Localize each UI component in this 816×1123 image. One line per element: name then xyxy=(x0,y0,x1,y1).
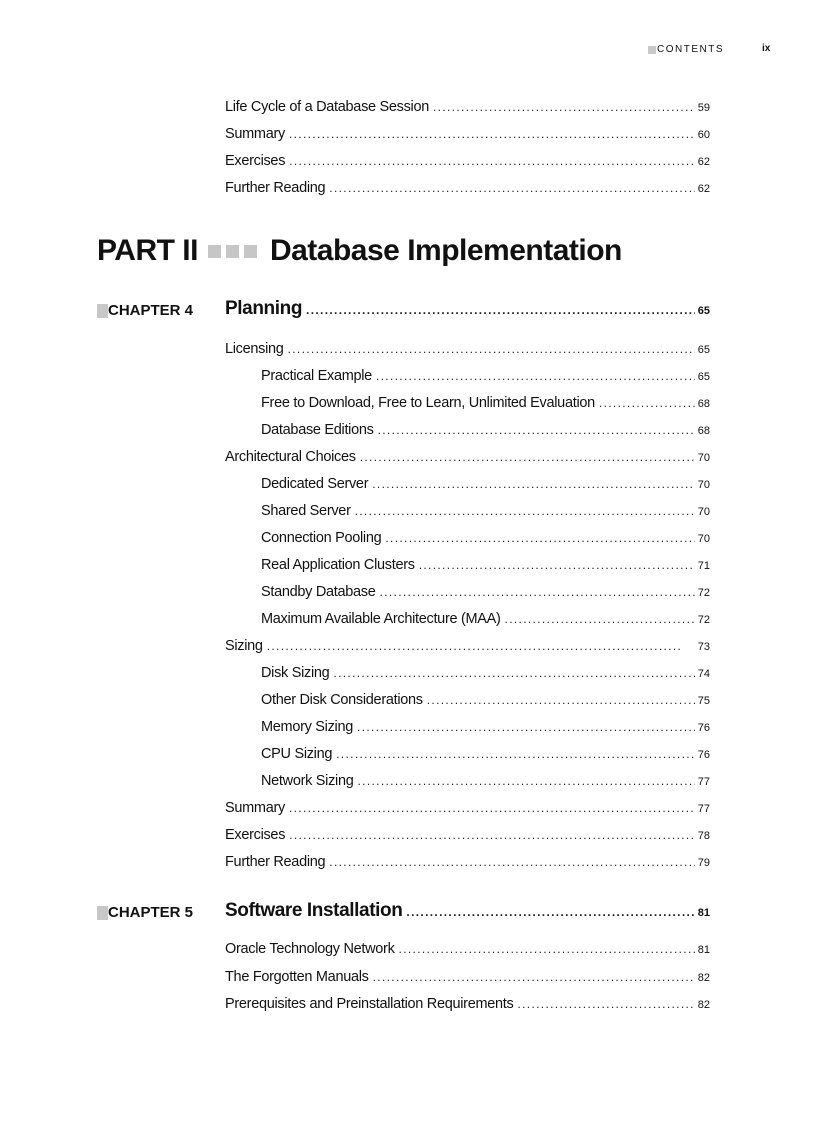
toc-entry-title: Oracle Technology Network xyxy=(225,941,395,957)
chapter-label-text: CHAPTER 5 xyxy=(108,904,194,921)
header-page-number: ix xyxy=(762,43,771,54)
toc-entry-title: Real Application Clusters xyxy=(261,557,415,573)
toc-entry[interactable] xyxy=(261,584,710,604)
dot-leader xyxy=(358,774,695,788)
dot-leader xyxy=(373,970,695,984)
toc-entry-title: Shared Server xyxy=(261,503,351,519)
dot-leader xyxy=(329,855,694,869)
toc-entry-page: 70 xyxy=(697,479,710,491)
toc-entry-title: Database Editions xyxy=(261,422,374,438)
toc-entry[interactable] xyxy=(225,638,710,658)
toc-entry[interactable] xyxy=(261,692,710,712)
dot-leader xyxy=(372,477,695,491)
toc-entry-title: Summary xyxy=(225,126,285,142)
toc-entry[interactable] xyxy=(225,969,710,989)
toc-entry-title: Sizing xyxy=(225,638,263,654)
chapter-label xyxy=(97,302,193,319)
toc-entry[interactable] xyxy=(261,476,710,496)
dot-leader xyxy=(357,720,695,734)
toc-entry-title: Memory Sizing xyxy=(261,719,353,735)
toc-entry-page: 72 xyxy=(697,587,710,599)
dot-leader xyxy=(406,905,694,919)
dot-leader xyxy=(306,303,695,317)
dot-leader xyxy=(517,997,694,1011)
toc-entry[interactable] xyxy=(261,665,710,685)
toc-entry[interactable] xyxy=(225,941,710,961)
toc-entry-page: 76 xyxy=(697,749,710,761)
toc-entry-title: Licensing xyxy=(225,341,284,357)
dot-leader xyxy=(399,942,695,956)
toc-entry-title: Exercises xyxy=(225,153,286,169)
toc-entry[interactable] xyxy=(261,719,710,739)
header-square-icon xyxy=(648,46,656,54)
toc-entry[interactable] xyxy=(261,746,710,766)
dot-leader xyxy=(289,154,695,168)
toc-entry[interactable] xyxy=(225,341,710,361)
dot-leader xyxy=(288,342,695,356)
chapter-square-icon xyxy=(97,906,108,920)
toc-entry-page: 79 xyxy=(697,857,710,869)
toc-entry-title: Disk Sizing xyxy=(261,665,330,681)
toc-entry[interactable] xyxy=(261,773,710,793)
dot-leader xyxy=(599,396,695,410)
header-section-label: CONTENTS xyxy=(657,44,724,55)
toc-entry[interactable] xyxy=(225,180,710,200)
dot-leader xyxy=(289,801,695,815)
toc-entry-page: 77 xyxy=(697,803,710,815)
toc-entry-page: 73 xyxy=(697,641,710,653)
toc-entry-page: 70 xyxy=(697,452,710,464)
dot-leader xyxy=(289,127,695,141)
chapter-entry[interactable] xyxy=(225,900,710,926)
toc-entry-page: 71 xyxy=(697,560,710,572)
dot-leader xyxy=(385,531,694,545)
chapter-title: Planning xyxy=(225,298,303,319)
toc-entry-page: 82 xyxy=(697,971,710,984)
toc-entry[interactable] xyxy=(261,611,710,631)
part-ornament-icon xyxy=(208,245,262,258)
part-title: Database Implementation xyxy=(269,234,622,267)
toc-entry-page: 77 xyxy=(697,776,710,788)
toc-entry-title: Exercises xyxy=(225,827,286,843)
toc-entry[interactable] xyxy=(261,557,710,577)
chapter-title: Software Installation xyxy=(225,900,403,921)
toc-entry-title: Architectural Choices xyxy=(225,449,356,465)
part-label: PART II xyxy=(97,234,198,267)
dot-leader xyxy=(380,585,695,599)
dot-leader xyxy=(505,612,695,626)
chapter-page: 81 xyxy=(697,907,710,919)
dot-leader xyxy=(355,504,695,518)
toc-entry-page: 68 xyxy=(697,425,710,437)
toc-entry-page: 62 xyxy=(697,156,710,168)
dot-leader xyxy=(336,747,695,761)
toc-entry[interactable] xyxy=(261,422,710,442)
toc-entry-page: 59 xyxy=(697,102,710,114)
toc-entry-page: 60 xyxy=(697,129,710,141)
toc-entry-title: Dedicated Server xyxy=(261,476,369,492)
toc-entry[interactable] xyxy=(225,449,710,469)
running-header xyxy=(648,44,724,55)
toc-entry-page: 75 xyxy=(697,695,710,707)
toc-entry-page: 70 xyxy=(697,506,710,518)
dot-leader xyxy=(289,828,695,842)
toc-entry[interactable] xyxy=(225,153,710,173)
toc-entry-title: Further Reading xyxy=(225,854,326,870)
toc-entry-title: Prerequisites and Preinstallation Requirements xyxy=(225,996,514,1012)
toc-entry-page: 82 xyxy=(697,999,710,1011)
chapter-label-text: CHAPTER 4 xyxy=(108,302,194,319)
toc-entry-title: Summary xyxy=(225,800,285,816)
dot-leader xyxy=(378,423,695,437)
toc-entry-page: 70 xyxy=(697,533,710,545)
dot-leader xyxy=(333,666,694,680)
toc-entry-title: The Forgotten Manuals xyxy=(225,968,369,985)
toc-entry[interactable] xyxy=(225,99,710,119)
toc-entry-title: Practical Example xyxy=(261,368,372,384)
part-heading xyxy=(97,234,622,268)
toc-entry[interactable] xyxy=(261,503,710,523)
toc-entry[interactable] xyxy=(261,395,710,415)
toc-entry-page: 81 xyxy=(697,944,710,956)
toc-entry-page: 65 xyxy=(697,344,710,356)
toc-entry-title: Life Cycle of a Database Session xyxy=(225,99,429,115)
toc-entry-page: 78 xyxy=(697,830,710,842)
toc-entry-title: Connection Pooling xyxy=(261,530,382,546)
dot-leader xyxy=(329,181,694,195)
toc-entry[interactable] xyxy=(225,800,710,820)
toc-entry-title: CPU Sizing xyxy=(261,746,333,762)
chapter-entry[interactable] xyxy=(225,298,710,324)
toc-entry[interactable] xyxy=(225,126,710,146)
toc-entry-page: 72 xyxy=(697,614,710,626)
dot-leader xyxy=(360,450,695,464)
toc-entry-page: 65 xyxy=(697,371,710,383)
toc-entry[interactable] xyxy=(225,827,710,847)
toc-entry[interactable] xyxy=(261,368,710,388)
chapter-square-icon xyxy=(97,304,108,318)
toc-entry-page: 62 xyxy=(697,183,710,195)
dot-leader xyxy=(433,100,695,114)
toc-entry-title: Standby Database xyxy=(261,584,376,600)
toc-entry[interactable] xyxy=(225,996,710,1016)
toc-entry-page: 74 xyxy=(697,668,710,680)
toc-entry-title: Maximum Available Architecture (MAA) xyxy=(261,611,501,627)
toc-entry-title: Network Sizing xyxy=(261,773,354,789)
dot-leader xyxy=(376,369,695,383)
toc-entry-title: Further Reading xyxy=(225,180,326,196)
toc-entry-page: 68 xyxy=(697,398,710,410)
toc-entry-title: Free to Download, Free to Learn, Unlimited Evaluation xyxy=(261,395,595,411)
chapter-page: 65 xyxy=(697,305,710,317)
toc-entry-title: Other Disk Considerations xyxy=(261,692,423,708)
chapter-label xyxy=(97,904,193,921)
dot-leader xyxy=(427,693,695,707)
toc-entry-page: 76 xyxy=(697,722,710,734)
toc-entry[interactable] xyxy=(225,854,710,874)
toc-entry[interactable] xyxy=(261,530,710,550)
dot-leader xyxy=(267,639,695,653)
dot-leader xyxy=(419,558,695,572)
